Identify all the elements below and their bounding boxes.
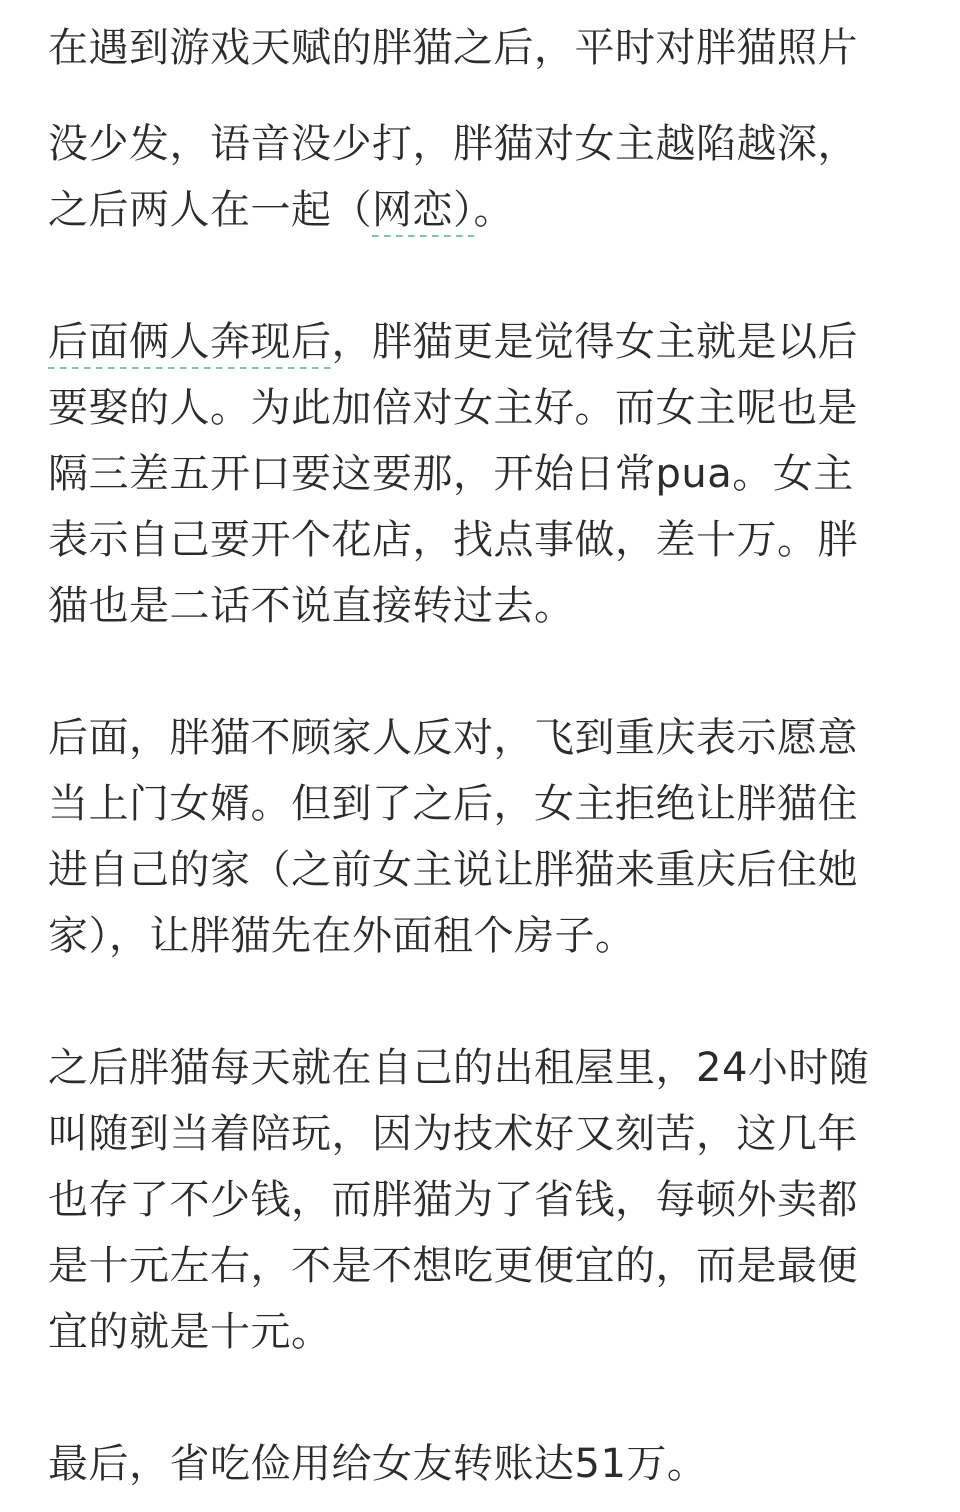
paragraph-5 — [48, 1416, 918, 1487]
text-segment: 最后，省吃俭用给女友转账达51万。 — [48, 1441, 708, 1487]
text-segment: 家），让胖猫先在外面租个房子。 — [48, 913, 636, 959]
text-line — [48, 492, 918, 563]
highlighted-keyword[interactable]: 后面俩人奔现后 — [48, 319, 332, 369]
text-line — [48, 558, 918, 629]
paragraph-gap — [48, 624, 918, 690]
text-line — [48, 1152, 918, 1223]
paragraph-1 — [48, 0, 918, 233]
text-segment: 之后胖猫每天就在自己的出租屋里，24小时随 — [48, 1045, 870, 1091]
article-body — [48, 0, 918, 1487]
text-line — [48, 822, 918, 893]
text-segment: 叫随到当着陪玩，因为技术好又刻苦，这几年 — [48, 1111, 858, 1157]
text-line — [48, 294, 918, 365]
text-segment: 也存了不少钱，而胖猫为了省钱，每顿外卖都 — [48, 1177, 858, 1223]
text-line — [48, 1218, 918, 1289]
text-line — [48, 690, 918, 761]
paragraph-gap — [48, 1350, 918, 1416]
text-line — [48, 1284, 918, 1355]
text-segment: 隔三差五开口要这要那，开始日常pua。女主 — [48, 451, 854, 497]
paragraph-2 — [48, 294, 918, 629]
text-line — [48, 0, 918, 96]
text-segment: 在遇到游戏天赋的胖猫之后，平时对胖猫照片 — [48, 25, 858, 71]
paragraph-gap — [48, 954, 918, 1020]
text-segment: 表示自己要开个花店，找点事做，差十万。胖 — [48, 517, 858, 563]
text-segment: 是十元左右，不是不想吃更便宜的，而是最便 — [48, 1243, 858, 1289]
text-segment: 。 — [473, 187, 514, 233]
text-line — [48, 888, 918, 959]
text-line — [48, 426, 918, 497]
text-line — [48, 360, 918, 431]
text-segment: 猫也是二话不说直接转过去。 — [48, 583, 575, 629]
text-segment: 没少发，语音没少打，胖猫对女主越陷越深， — [48, 121, 858, 167]
highlighted-keyword[interactable]: 网恋） — [372, 187, 474, 237]
text-segment: 后面，胖猫不顾家人反对，飞到重庆表示愿意 — [48, 715, 858, 761]
text-line — [48, 756, 918, 827]
text-segment: 当上门女婿。但到了之后，女主拒绝让胖猫住 — [48, 781, 858, 827]
text-line — [48, 1086, 918, 1157]
text-line — [48, 1416, 918, 1487]
text-line — [48, 1020, 918, 1091]
text-line — [48, 96, 918, 167]
text-segment: 宜的就是十元。 — [48, 1309, 332, 1355]
text-segment: 进自己的家（之前女主说让胖猫来重庆后住她 — [48, 847, 858, 893]
text-line — [48, 162, 918, 233]
paragraph-3 — [48, 690, 918, 959]
paragraph-4 — [48, 1020, 918, 1355]
text-segment: 之后两人在一起（ — [48, 187, 372, 233]
text-segment: ，胖猫更是觉得女主就是以后 — [331, 319, 858, 365]
text-segment: 要娶的人。为此加倍对女主好。而女主呢也是 — [48, 385, 858, 431]
paragraph-gap — [48, 228, 918, 294]
